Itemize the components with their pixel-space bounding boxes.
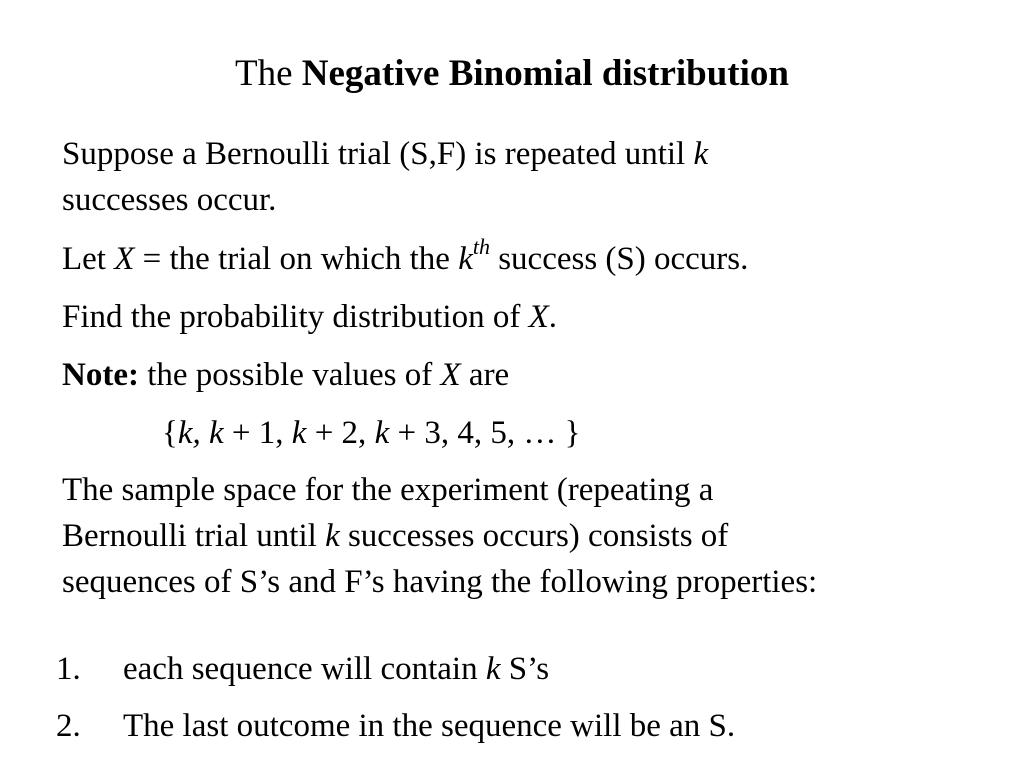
- para5-text-3: successes occurs) consists of: [339, 518, 729, 554]
- para1-text: Suppose a Bernoulli trial (S,F) is repeated until: [62, 136, 694, 172]
- note-label: Note:: [62, 357, 139, 393]
- set-k2: k: [209, 415, 224, 451]
- para5-text-2: Bernoulli trial until: [62, 518, 326, 554]
- paragraph-1-line-1: [62, 131, 708, 177]
- set-text-3: + 3, 4, 5, … }: [389, 415, 581, 451]
- title-prefix: The: [235, 53, 302, 94]
- paragraph-5-line-3: [62, 559, 817, 605]
- list-text-2: S’s: [500, 651, 550, 687]
- paragraph-5-line-1: [62, 467, 713, 513]
- set-open: {: [162, 415, 178, 451]
- paragraph-2: [62, 236, 748, 282]
- para4-text-2: are: [460, 357, 510, 393]
- set-k4: k: [374, 415, 390, 451]
- para5-text-1: The sample space for the experiment (repeating a: [62, 472, 714, 508]
- var-x: X: [528, 299, 549, 335]
- superscript-th: [473, 234, 490, 259]
- list-text: The last outcome in the sequence will be an S.: [123, 708, 736, 744]
- list-number: 1.: [56, 651, 81, 687]
- var-x: X: [114, 241, 135, 277]
- var-k: k: [325, 518, 340, 554]
- para3-text-1: Find the probability distribution of: [62, 299, 529, 335]
- set-k3: k: [291, 415, 307, 451]
- list-text-1: each sequence will contain: [123, 651, 486, 687]
- para5-text-4: sequences of S’s and F’s having the following properties:: [62, 564, 818, 600]
- para1-text-2: successes occur.: [62, 182, 277, 218]
- var-k: k: [693, 136, 709, 172]
- para3-text-2: .: [548, 299, 557, 335]
- paragraph-4: [62, 352, 509, 398]
- var-k: k: [458, 241, 473, 277]
- paragraph-3: [62, 294, 557, 340]
- para4-text-1: the possible values of: [138, 357, 441, 393]
- slide-title: [0, 50, 1024, 98]
- para2-text-3: success (S) occurs.: [489, 241, 749, 277]
- set-text-2: + 2,: [306, 415, 375, 451]
- title-bold: Negative Binomial distribution: [301, 53, 789, 94]
- possible-values-set: [162, 410, 580, 456]
- para2-text-1: Let: [62, 241, 115, 277]
- set-space: [201, 415, 209, 451]
- superscript-text: th: [472, 234, 490, 259]
- list-number: 2.: [56, 708, 81, 744]
- set-k1: k,: [177, 415, 201, 451]
- para2-text-2: = the trial on which the: [134, 241, 459, 277]
- list-item: [56, 703, 735, 749]
- list-item: [56, 646, 549, 692]
- paragraph-5-line-2: [62, 513, 728, 559]
- paragraph-1-line-2: [62, 177, 276, 223]
- var-k: k: [485, 651, 501, 687]
- set-text-1: + 1,: [223, 415, 292, 451]
- var-x: X: [440, 357, 461, 393]
